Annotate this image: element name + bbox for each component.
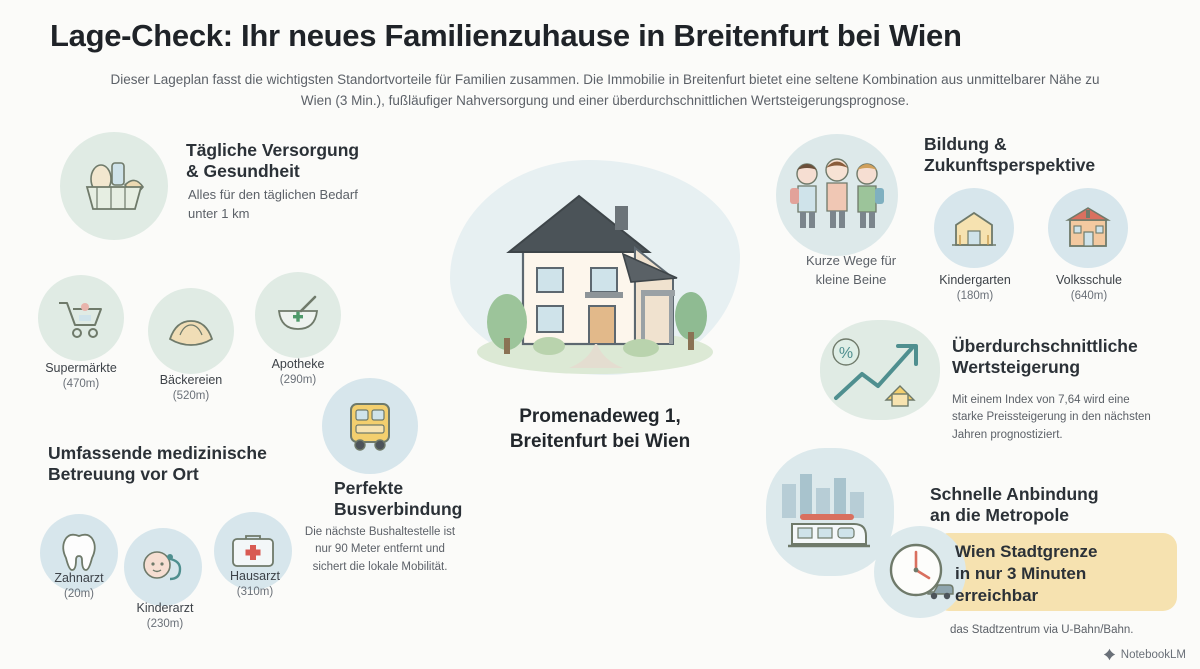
travel-time-text — [955, 541, 1165, 606]
supply-item-label: Apotheke — [271, 357, 325, 371]
page-title: Lage-Check: Ihr neues Familienzuhause in Breitenfurt bei Wien — [50, 18, 962, 53]
footer-brand — [1103, 648, 1186, 661]
medical-item-distance: (230m) — [146, 617, 184, 630]
property-address — [455, 405, 745, 454]
supply-note: Alles für den täglichen Bedarf unter 1 km — [188, 187, 358, 221]
supply-heading-line2: & Gesundheit — [186, 161, 300, 181]
medical-heading-line1: Umfassende medizinische — [48, 443, 267, 463]
footer-brand-label: NotebookLM — [1120, 648, 1186, 661]
supply-item-caption — [243, 356, 353, 388]
medical-item-caption — [202, 568, 308, 600]
bus-icon — [322, 378, 418, 474]
bus-heading — [334, 478, 514, 520]
supply-item-label: Supermärkte — [45, 361, 117, 375]
value-heading — [952, 336, 1192, 378]
train-icon — [766, 448, 894, 576]
travel-time-line1: Wien Stadtgrenze — [955, 542, 1098, 561]
children-group-icon — [776, 134, 898, 256]
education-heading-line1: Bildung & — [924, 134, 1007, 154]
education-heading-line2: Zukunftsperspektive — [924, 155, 1096, 175]
croissant-icon — [148, 288, 234, 374]
supply-heading-line1: Tägliche Versorgung — [186, 140, 360, 160]
education-item-distance: (640m) — [1070, 289, 1108, 302]
bus-heading-line1: Perfekte — [334, 478, 404, 498]
growth-chart-icon — [820, 320, 940, 420]
medical-item-distance: (310m) — [236, 585, 274, 598]
medical-item-caption — [26, 570, 132, 602]
education-item-label: Kindergarten — [939, 273, 1011, 287]
medical-heading — [48, 443, 328, 485]
house-scene — [445, 150, 745, 390]
metropole-heading-line1: Schnelle Anbindung — [930, 484, 1099, 504]
education-note-line1: Kurze Wege für — [805, 253, 897, 268]
supply-item-distance: (470m) — [62, 377, 100, 390]
bus-note: Die nächste Bushaltestelle ist nur 90 Meter entfernt und sichert die lokale Mobilität. — [304, 526, 456, 573]
supply-item-caption — [26, 360, 136, 392]
education-item-caption — [1036, 272, 1142, 304]
medical-item-label: Kinderarzt — [136, 601, 194, 615]
supply-item-distance: (290m) — [279, 373, 317, 386]
supply-item-distance: (520m) — [172, 389, 210, 402]
shopping-cart-icon — [38, 275, 124, 361]
clock-icon — [874, 526, 966, 618]
address-line-2: Breitenfurt bei Wien — [509, 430, 691, 452]
medical-item-distance: (20m) — [63, 587, 95, 600]
value-note: Mit einem Index von 7,64 wird eine starke Preissteigerung in den nächsten Jahren prognostiziert. — [952, 394, 1151, 441]
education-item-caption — [922, 272, 1028, 304]
value-heading-line2: Wertsteigerung — [952, 357, 1081, 377]
grocery-basket-icon — [60, 132, 168, 240]
education-heading — [924, 134, 1164, 176]
medical-item-caption — [112, 600, 218, 632]
medical-heading-line2: Betreuung vor Ort — [48, 464, 199, 484]
education-note — [786, 252, 916, 290]
metropole-footnote: das Stadtzentrum via U-Bahn/Bahn. — [950, 624, 1134, 636]
metropole-heading-line2: an die Metropole — [930, 505, 1070, 525]
baby-icon — [124, 528, 202, 606]
mortar-pestle-icon — [255, 272, 341, 358]
value-heading-line1: Überdurchschnittliche — [952, 336, 1138, 356]
page-subtitle: Dieser Lageplan fasst die wichtigsten Standortvorteile für Familien zusammen. Die Immobilie in Breitenfurt bietet eine seltene Kombination aus unmittelbarer Nähe zu Wien (3 Min.), fußläufiger Nahversorgung und einer überdurchschnittlichen Wertsteigerungsprognose. — [110, 72, 1100, 108]
travel-time-line2: in nur 3 Minuten — [955, 563, 1087, 583]
medical-item-label: Hausarzt — [229, 569, 281, 583]
supply-heading — [186, 140, 416, 182]
travel-time-line3: erreichbar — [955, 585, 1039, 605]
address-line-1: Promenadeweg 1, — [519, 406, 681, 427]
notebooklm-icon — [1103, 648, 1116, 661]
medical-item-label: Zahnarzt — [54, 571, 104, 585]
kindergarten-icon — [934, 188, 1014, 268]
svg-text:%: % — [838, 345, 854, 362]
education-item-distance: (180m) — [956, 289, 994, 302]
school-building-icon — [1048, 188, 1128, 268]
supply-item-caption — [136, 372, 246, 404]
metropole-heading — [930, 484, 1180, 526]
education-item-label: Volksschule — [1055, 273, 1122, 287]
supply-item-label: Bäckereien — [159, 373, 223, 387]
education-note-line2: kleine Beine — [815, 271, 887, 287]
bus-heading-line2: Busverbindung — [334, 499, 463, 519]
